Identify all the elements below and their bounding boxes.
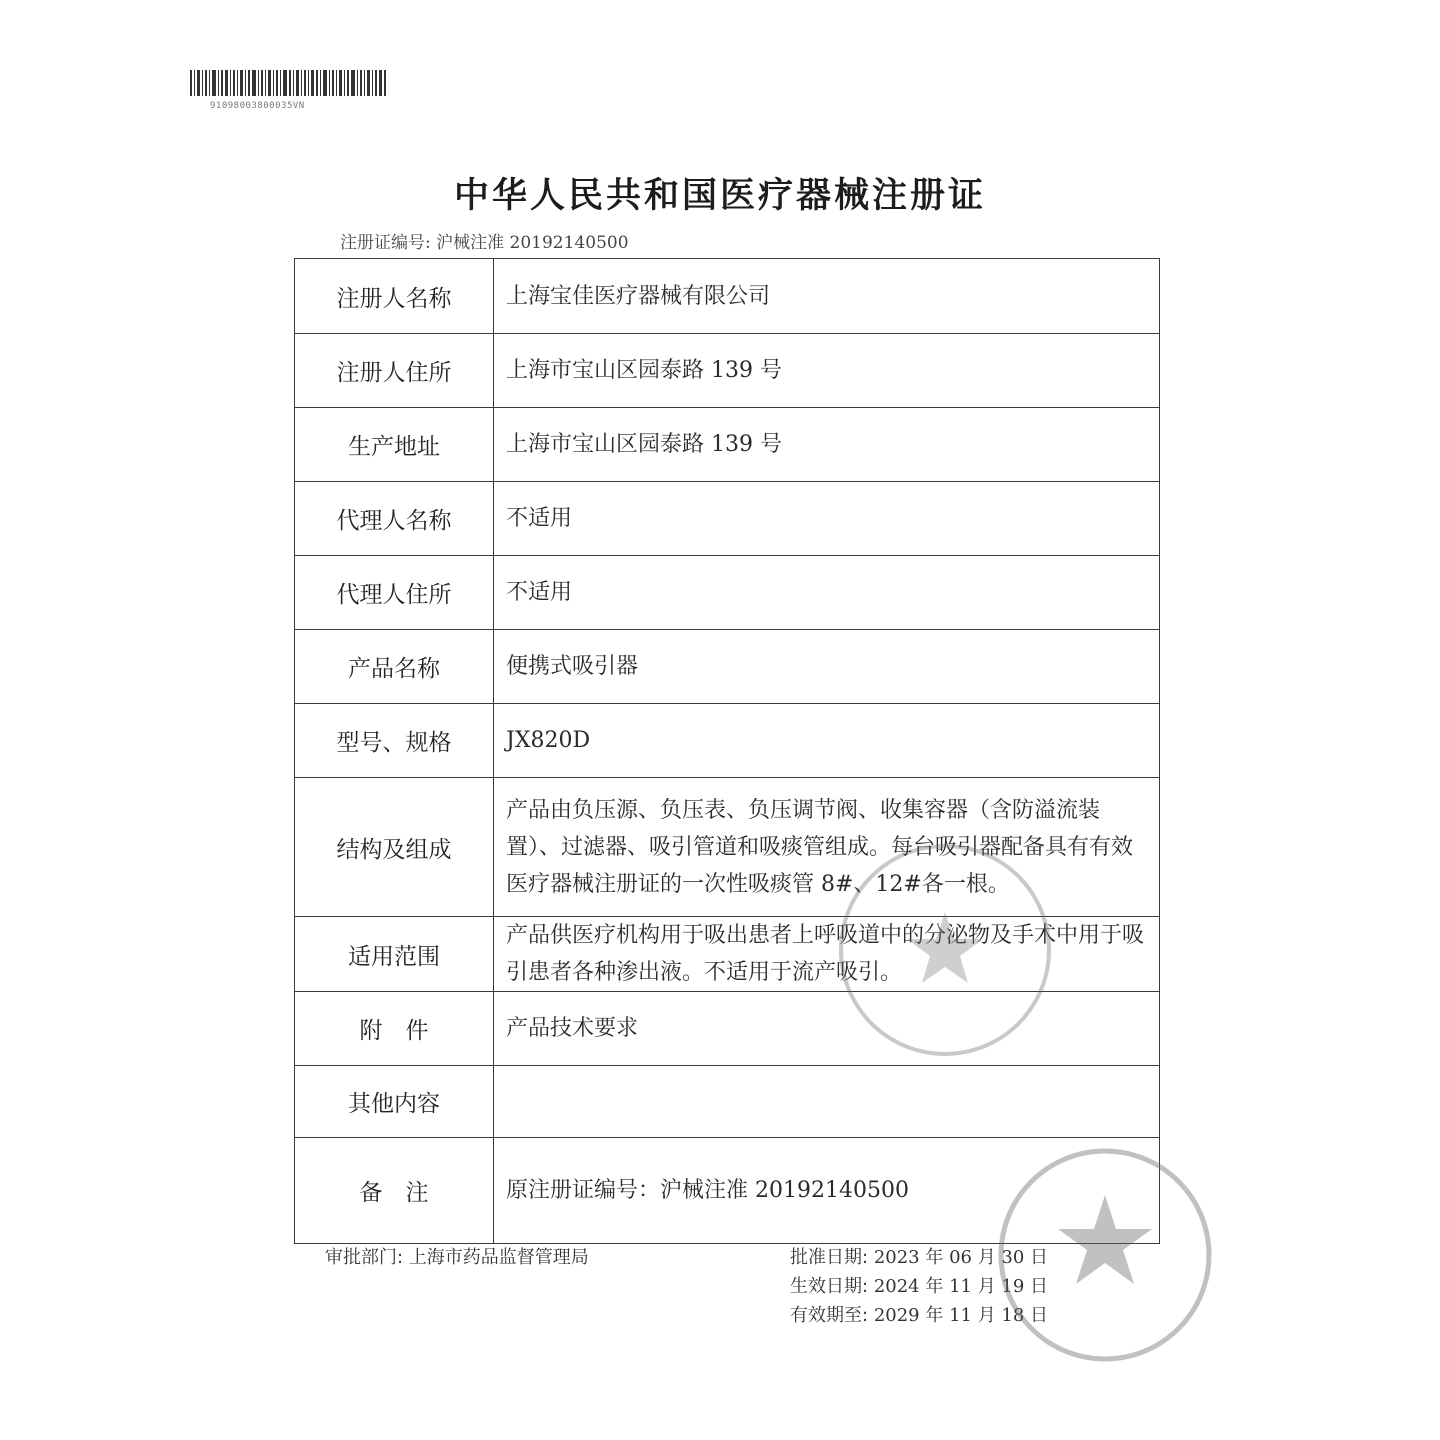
registration-number: 沪械注准 20192140500 [436, 233, 629, 253]
table-row [295, 334, 1160, 408]
field-label: 其他内容 [295, 1066, 494, 1138]
expiry-date-value: 2029 年 11 月 18 日 [873, 1305, 1049, 1326]
field-label: 生产地址 [295, 408, 494, 482]
approval-authority-value: 上海市药品监督管理局 [408, 1247, 589, 1268]
expiry-date-label: 有效期至: [790, 1305, 869, 1326]
field-label: 结构及组成 [295, 778, 494, 917]
registration-number-line [340, 228, 629, 253]
field-label: 备 注 [295, 1138, 494, 1244]
field-value [494, 1066, 1160, 1138]
field-label: 附 件 [295, 992, 494, 1066]
field-label: 注册人名称 [295, 259, 494, 334]
approval-date-value: 2023 年 06 月 30 日 [873, 1247, 1049, 1268]
field-value: 上海市宝山区园泰路 139 号 [494, 334, 1160, 408]
field-value: 产品技术要求 [494, 992, 1160, 1066]
approval-authority [325, 1243, 589, 1269]
field-value: 产品供医疗机构用于吸出患者上呼吸道中的分泌物及手术中用于吸引患者各种渗出液。不适用于流产吸引。 [494, 917, 1160, 992]
field-value: 便携式吸引器 [494, 630, 1160, 704]
document-title: 中华人民共和国医疗器械注册证 [453, 176, 986, 216]
barcode-number: 91098003800035VN [210, 101, 305, 111]
table-row [295, 630, 1160, 704]
table-row [295, 259, 1160, 334]
field-label: 代理人名称 [295, 482, 494, 556]
table-row [295, 482, 1160, 556]
table-row [295, 704, 1160, 778]
field-value: 产品由负压源、负压表、负压调节阀、收集容器（含防溢流装置）、过滤器、吸引管道和吸痰管组成。每台吸引器配备具有有效医疗器械注册证的一次性吸痰管 8#、12#各一根。 [494, 778, 1160, 917]
authority-seal [995, 1145, 1215, 1365]
table-row [295, 556, 1160, 630]
effective-date-value: 2024 年 11 月 19 日 [873, 1276, 1049, 1297]
field-label: 产品名称 [295, 630, 494, 704]
field-value: 原注册证编号：沪械注准 20192140500 [494, 1138, 1160, 1244]
field-value: JX820D [494, 704, 1160, 778]
table-row [295, 408, 1160, 482]
field-label: 注册人住所 [295, 334, 494, 408]
certificate-table [294, 258, 1160, 1244]
effective-date-label: 生效日期: [790, 1276, 869, 1297]
registration-number-label: 注册证编号: [340, 233, 431, 253]
field-value: 上海宝佳医疗器械有限公司 [494, 259, 1160, 334]
approval-date-label: 批准日期: [790, 1247, 869, 1268]
approval-authority-label: 审批部门: [325, 1247, 404, 1268]
field-label: 型号、规格 [295, 704, 494, 778]
barcode [190, 70, 390, 96]
company-seal [835, 840, 1055, 1060]
field-value: 上海市宝山区园泰路 139 号 [494, 408, 1160, 482]
field-value: 不适用 [494, 482, 1160, 556]
field-label: 适用范围 [295, 917, 494, 992]
field-label: 代理人住所 [295, 556, 494, 630]
field-value: 不适用 [494, 556, 1160, 630]
table-row [295, 1066, 1160, 1138]
